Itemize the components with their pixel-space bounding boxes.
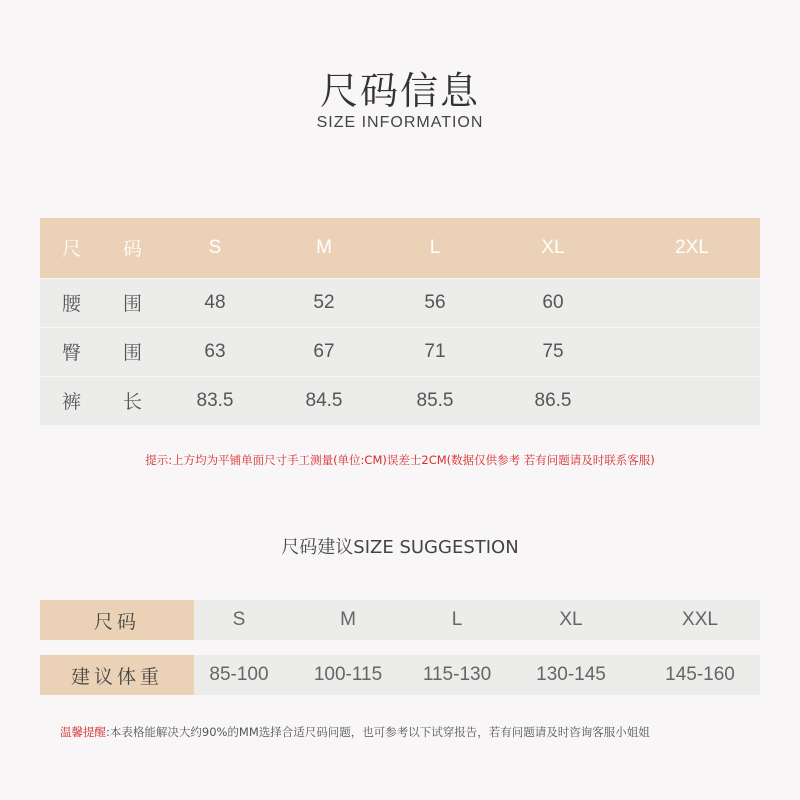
suggestion-size-cell: XL xyxy=(559,609,583,630)
table-cell xyxy=(624,376,760,425)
suggestion-size-cell: XXL xyxy=(682,609,718,630)
header-cell-m: M xyxy=(260,218,388,278)
suggestion-weight-cell: 100-115 xyxy=(313,664,383,685)
table-cell: 52 xyxy=(260,278,388,327)
table-cell: 83.5 xyxy=(170,376,260,425)
suggestion-weight-cell: 130-145 xyxy=(536,664,606,685)
suggestion-size-cells xyxy=(194,600,760,640)
table-cell: 75 xyxy=(482,327,624,376)
suggestion-weight-cell: 115-130 xyxy=(422,664,492,685)
table-cell: 48 xyxy=(170,278,260,327)
suggestion-size-row xyxy=(40,600,760,640)
table-cell: 60 xyxy=(482,278,624,327)
table-cell: 63 xyxy=(170,327,260,376)
row-label-hip: 臀 围 xyxy=(40,327,170,376)
header-cell-l: L xyxy=(388,218,482,278)
reminder-note xyxy=(60,724,760,740)
table-cell: 71 xyxy=(388,327,482,376)
suggestion-weight-row xyxy=(40,655,760,695)
suggestion-weight-label: 建议体重 xyxy=(40,655,194,695)
suggestion-weight-cells xyxy=(194,655,760,695)
table-row xyxy=(40,327,760,376)
suggestion-weight-cell: 85-100 xyxy=(209,664,269,685)
table-cell: 56 xyxy=(388,278,482,327)
header-cell-xl: XL xyxy=(482,218,624,278)
table-row xyxy=(40,376,760,425)
row-label-waist: 腰 围 xyxy=(40,278,170,327)
table-cell: 84.5 xyxy=(260,376,388,425)
suggestion-size-label: 尺码 xyxy=(40,600,194,640)
table-cell xyxy=(624,278,760,327)
suggestion-size-cell: L xyxy=(451,609,463,630)
page-subtitle: SIZE INFORMATION xyxy=(316,114,484,131)
table-cell: 67 xyxy=(260,327,388,376)
header-cell-label: 尺 码 xyxy=(40,218,170,278)
page-title: 尺码信息 xyxy=(319,69,480,113)
suggestion-size-cell: M xyxy=(340,609,356,630)
suggestion-size-cell: S xyxy=(232,609,246,630)
size-table xyxy=(40,218,760,425)
suggestion-title: 尺码建议SIZE SUGGESTION xyxy=(281,537,519,558)
header-cell-s: S xyxy=(170,218,260,278)
table-cell xyxy=(624,327,760,376)
table-row xyxy=(40,278,760,327)
measurement-note: 提示:上方均为平铺单面尺寸手工测量(单位:CM)误差士2CM(数据仅供参考 若有问题请及时联系客服) xyxy=(145,453,655,467)
suggestion-weight-cell: 145-160 xyxy=(665,664,735,685)
size-table-header-row xyxy=(40,218,760,278)
table-cell: 86.5 xyxy=(482,376,624,425)
reminder-text: :本表格能解决大约90%的MM选择合适尺码问题，也可参考以下试穿报告，若有问题请及时咨询客服小姐姐 xyxy=(106,725,650,739)
reminder-warn-label: 温馨提醒 xyxy=(60,725,106,739)
header-cell-2xl: 2XL xyxy=(624,218,760,278)
row-label-length: 裤 长 xyxy=(40,376,170,425)
table-cell: 85.5 xyxy=(388,376,482,425)
